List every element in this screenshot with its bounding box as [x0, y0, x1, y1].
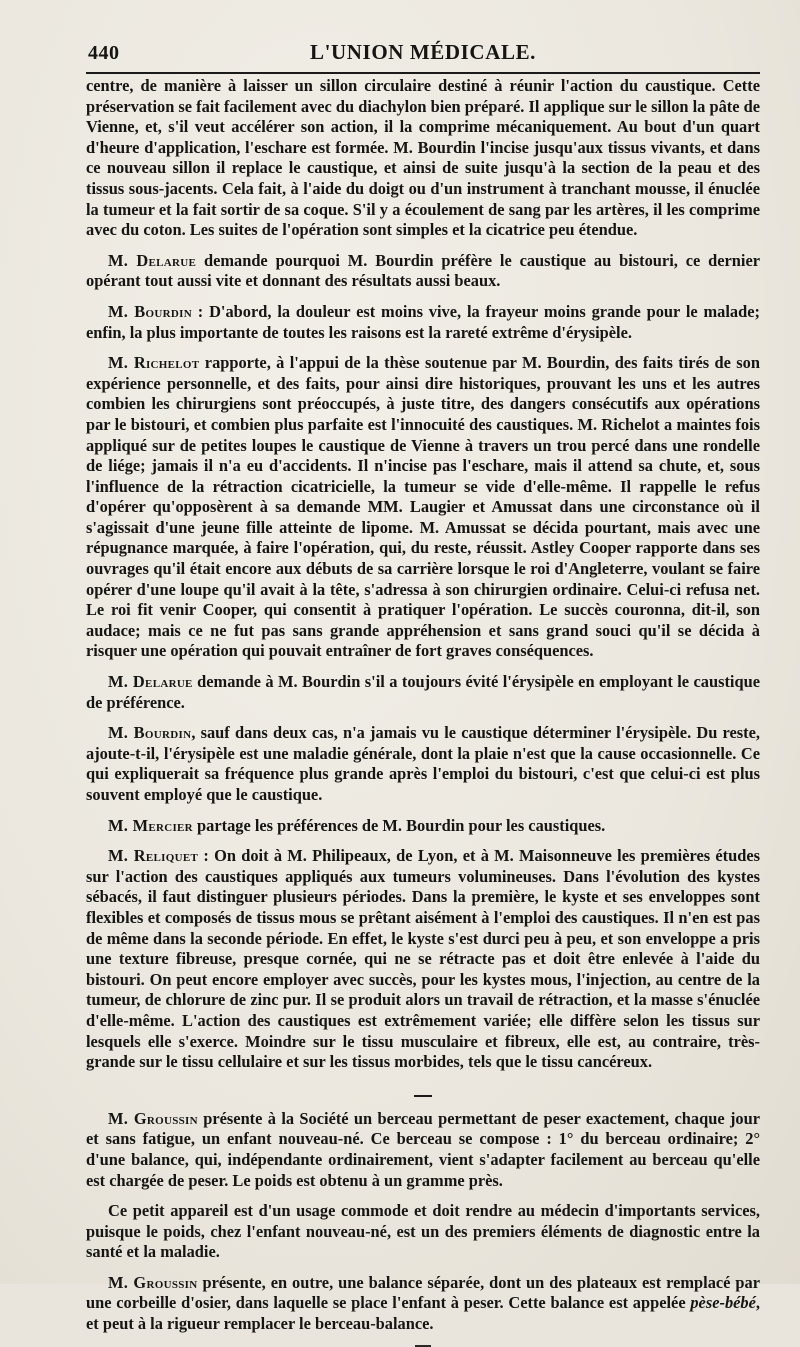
paragraph-richelot	[86, 353, 760, 662]
paragraph-text: : D'abord, la douleur est moins vive, la frayeur moins grande pour le malade; enfin, la plus importante de toutes les raisons est la rareté extrême d'érysipèle.	[86, 301, 760, 342]
paragraph-continuation	[86, 76, 760, 241]
section-divider	[414, 1095, 432, 1097]
speaker-name: M. Bourdin	[108, 301, 192, 321]
speaker-name: M. Bourdin	[108, 723, 192, 743]
article-body	[86, 76, 760, 1347]
paragraph-appareil	[86, 1201, 760, 1263]
paragraph-reliquet	[86, 846, 760, 1073]
paragraph-text: : On doit à M. Philipeaux, de Lyon, et à M. Maisonneuve les premières études sur l'action des caustiques appliqués aux tumeurs volumineuses. Dans l'évolution des kystes sébacés, il faut distinguer plusieurs périodes. Dans la première, le kyste et ses enveloppes sont flexibles et composés de tissus mous se prêtant aisément à l'emploi des caustiques. Il n'en est pas de même dans la seconde période. En effet, le kyste s'est durci peu à peu, et son enveloppe a pris une texture fibreuse, presque cornée, qui ne se rétracte pas et doit être enlevée à l'aide du bistouri. On peut encore employer avec succès, pour les kystes mous, l'injection, au centre de la tumeur, de chlorure de zinc pur. Il se produit alors un travail de rétraction, et la masse s'énuclée d'elle-même. L'action des caustiques est extrêmement variée; elle diffère selon les tissus sur lesquels elle s'exerce. Moindre sur le tissu musculaire et fibreux, elle est, au contraire, très-grande sur le tissu cellulaire et sur les tissus morbides, tels que le tissu cancéreux.	[86, 846, 761, 1072]
speaker-name: M. Groussin	[108, 1272, 198, 1292]
paragraph-groussin-berceau	[86, 1109, 760, 1191]
paragraph-text: partage les préférences de M. Bourdin pour les caustiques.	[192, 815, 606, 835]
paragraph-text: rapporte, à l'appui de la thèse soutenue par M. Bourdin, des faits tirés de son expérience personnelle, et des faits, pour ainsi dire historiques, prouvant les uns et les autres combien les chirurgiens sont préoccupés, à juste titre, des dangers consécutifs aux opérations par le bistouri, et combien plus parfaite est l'innocuité des caustiques. M. Richelot a maintes fois appliqué sur de petites loupes le caustique de Vienne à travers un trou percé dans une rondelle de liége; jamais il n'a eu d'accidents. Il n'incise pas l'eschare, mais il attend sa chute, et, sous l'influence de la rétraction cicatricielle, la tumeur se vide d'elle-même. Il rappelle le refus d'opérer qu'opposèrent à sa demande MM. Laugier et Amussat dans une circonstance où il s'agissait d'une jeune fille atteinte de lipome. M. Amussat se décida pourtant, mais avec une répugnance marquée, à faire l'opération, qui, du reste, réussit. Astley Cooper rapporte dans ses ouvrages qu'il était encore aux débuts de sa carrière lorsque le roi d'Angleterre, voulant se faire opérer d'une loupe qu'il avait à la tête, s'adressa à son chirurgien ordinaire. Celui-ci refusa net. Le roi fit venir Cooper, qui consentit à pratiquer l'opération. Le succès couronna, dit-il, son audace; mais ce ne fut pas sans grande appréhension et sans grand souci qu'il se décida à risquer une opération qui pouvait entraîner de fort graves conséquences.	[86, 353, 760, 661]
speaker-name: M. Reliquet	[108, 846, 199, 866]
speaker-name: M. Groussin	[108, 1108, 198, 1128]
paragraph-bourdin-second	[86, 723, 760, 805]
header-rule	[86, 72, 760, 74]
paragraph-text: présente à la Société un berceau permettant de peser exactement, chaque jour et sans fatigue, un enfant nouveau-né. Ce berceau se compose : 1° du berceau ordinaire; 2° d'une balance, qui, indépendante ordinairement, vient s'adapter facilement au berceau qu'elle est chargée de peser. Le poids est obtenu à un gramme près.	[86, 1108, 761, 1190]
paragraph-text: demande à M. Bourdin s'il a toujours évité l'érysipèle en employant le caustique de préférence.	[86, 672, 760, 712]
speaker-name: M. Delarue	[108, 250, 197, 270]
paragraph-text: Ce petit appareil est d'un usage commode et doit rendre au médecin d'importants services, puisque le poids, chez l'enfant nouveau-né, est un des premiers éléments de diagnostic entre la santé et la maladie.	[86, 1201, 760, 1262]
italic-term: pèse-bébé	[690, 1293, 756, 1313]
speaker-name: M. Mercier	[108, 815, 193, 835]
paragraph-delarue-question	[86, 251, 760, 292]
paragraph-text: demande pourquoi M. Bourdin préfère le caustique au bistouri, ce dernier opérant tout aussi vite et donnant des résultats aussi beaux.	[86, 250, 760, 291]
paragraph-text: , sauf dans deux cas, n'a jamais vu le caustique déterminer l'érysipèle. Du reste, ajoute-t-il, l'érysipèle est une maladie générale, dont la plaie n'est que la cause occasionnelle. Ce qui expliquerait sa fréquence plus grande après l'emploi du bistouri, c'est que celui-ci est plus souvent employé que le caustique.	[86, 723, 760, 804]
page-header	[86, 0, 760, 76]
journal-title: L'UNION MÉDICALE.	[309, 40, 537, 64]
speaker-name: M. Richelot	[108, 353, 200, 373]
speaker-name: M. Delarue	[108, 672, 193, 692]
paragraph-bourdin-answer	[86, 302, 760, 343]
paragraph-text-tail: , et peut à la rigueur remplacer le berceau-balance.	[86, 1293, 760, 1334]
paragraph-mercier	[86, 816, 760, 837]
paragraph-text: présente, en outre, une balance séparée, dont un des plateaux est remplacé par une corbeille d'osier, dans laquelle se place l'enfant à peser. Cette balance est appelée	[86, 1272, 760, 1313]
page-number: 440	[88, 42, 120, 64]
paragraph-delarue-second	[86, 672, 760, 713]
bottom-dash	[415, 1345, 431, 1347]
paragraph-groussin-balance	[86, 1273, 760, 1335]
paragraph-text: centre, de manière à laisser un sillon circulaire destiné à réunir l'action du caustique. Cette préservation se fait facilement avec du diachylon bien préparé. Il applique sur le sillon la pâte de Vienne, et, s'il veut accélérer son action, il la comprime mécaniquement. Au bout d'un quart d'heure d'application, l'eschare est formée. M. Bourdin l'incise jusqu'aux tissus vivants, et dans ce nouveau sillon il replace le caustique, et ainsi de suite jusqu'à la section de la peau et des tissus sous-jacents. Cela fait, à l'aide du doigt ou d'un instrument à tranchant mousse, il énuclée la tumeur et la fait sortir de sa coque. S'il y a écoulement de sang par les artères, il les comprime avec du coton. Les suites de l'opération sont simples et la cicatrice peu étendue.	[86, 76, 760, 240]
